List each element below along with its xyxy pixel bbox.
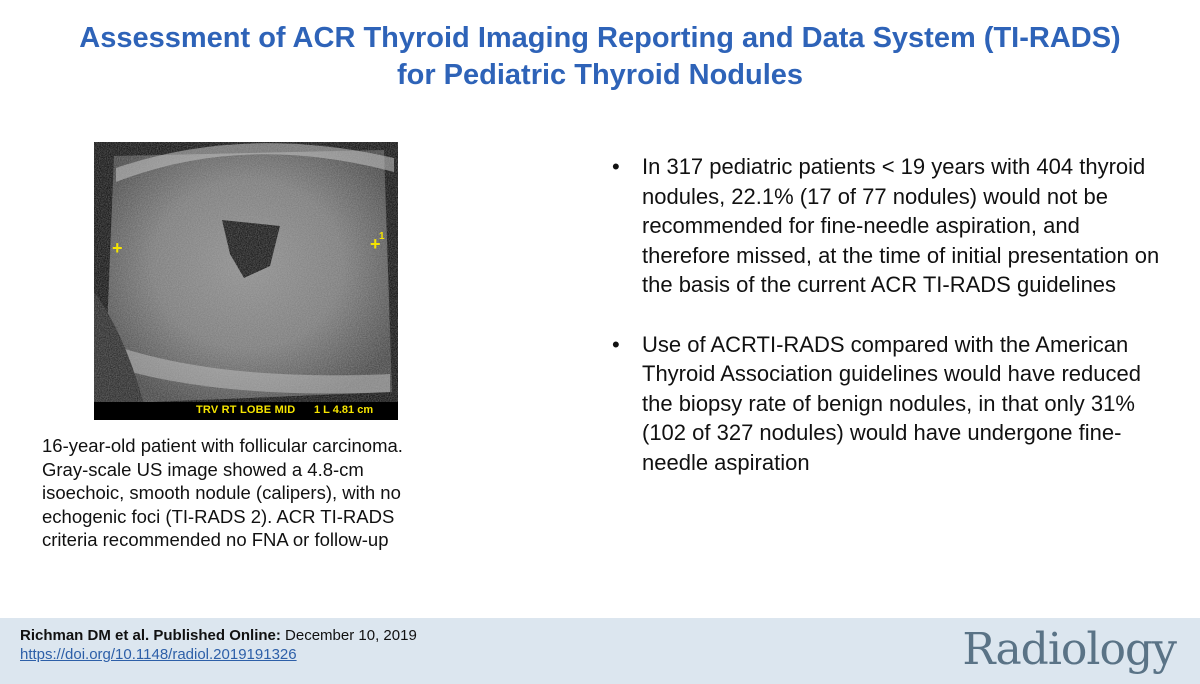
- citation-label: Richman DM et al. Published Online:: [20, 627, 281, 644]
- findings-list: [612, 152, 1172, 507]
- title-line-2: for Pediatric Thyroid Nodules: [396, 59, 804, 91]
- title-line-1: Assessment of ACR Thyroid Imaging Reporting and Data System (TI-RADS): [79, 22, 1121, 54]
- image-caption: 16-year-old patient with follicular carcinoma. Gray-scale US image showed a 4.8-cm isoechoic, smooth nodule (calipers), with no echogenic foci (TI-RADS 2). ACR TI-RADS criteria recommended no FNA or follow-up: [42, 435, 403, 550]
- radiology-logo: Radiology: [962, 624, 1176, 675]
- finding-item: [612, 152, 1172, 300]
- finding-text: Use of ACRTI-RADS compared with the American Thyroid Association guidelines would have reduced the biopsy rate of benign nodules, in that only 31% (102 of 327 nodules) would have undergone fine-needle aspiration: [642, 331, 1141, 475]
- citation: [20, 626, 417, 664]
- footer-bar: [0, 618, 1200, 684]
- finding-item: [612, 330, 1172, 478]
- caliper-right: +: [370, 234, 381, 254]
- image-measurement: 1 L 4.81 cm: [314, 404, 374, 416]
- finding-text: In 317 pediatric patients < 19 years with 404 thyroid nodules, 22.1% (17 of 77 nodules) would not be recommended for fine-needle aspiration, and therefore missed, at the time of initial presentation on the basis of the current ACR TI-RADS guidelines: [642, 154, 1160, 297]
- image-overlay-label: TRV RT LOBE MID: [196, 404, 296, 416]
- ultrasound-image: [94, 142, 398, 420]
- bullet-marker: •: [612, 331, 620, 357]
- bullet-marker: •: [612, 154, 620, 179]
- caliper-right-index: 1: [379, 231, 385, 242]
- caliper-left: +: [112, 238, 123, 258]
- doi-link[interactable]: https://doi.org/10.1148/radiol.2019191326: [20, 646, 297, 663]
- publication-date: December 10, 2019: [280, 627, 417, 644]
- slide-title: [0, 20, 1200, 94]
